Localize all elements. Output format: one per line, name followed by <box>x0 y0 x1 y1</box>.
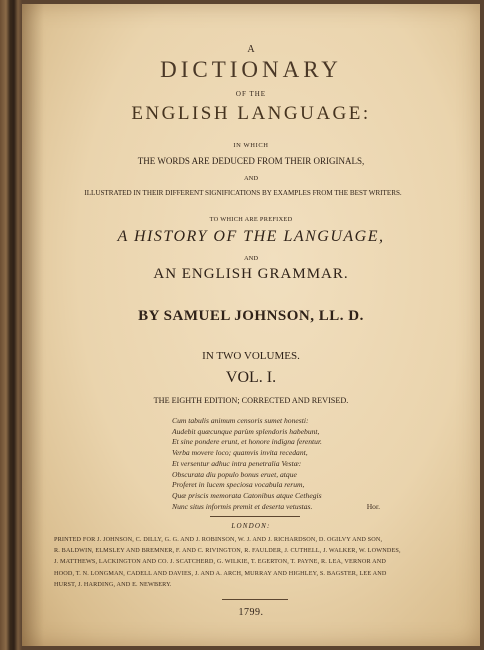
epigraph-line: Audebit quæcunque parùm splendoris habebunt, <box>172 426 320 436</box>
imprint-line: HURST, J. HARDING, AND E. NEWBERY. <box>54 580 172 588</box>
divider-rule <box>210 516 300 517</box>
title-dictionary: DICTIONARY <box>160 57 342 82</box>
line-of-the: OF THE <box>235 90 267 98</box>
epigraph-line: Nunc situs informis premit et deserta vetustas. <box>172 501 313 511</box>
line-volumes: IN TWO VOLUMES. <box>202 350 300 362</box>
line-and-1: AND <box>243 175 259 182</box>
imprint-line: R. BALDWIN, ELMSLEY AND BREMNER, F. AND C. RIVINGTON, R. FAULDER, J. CUTHELL, J. WALKER, W. LOWNDES, <box>54 547 401 555</box>
line-words-deduced: THE WORDS ARE DEDUCED FROM THEIR ORIGINALS, <box>137 156 365 166</box>
epigraph-line: Et versentur adhuc intra penetralia Vestæ: <box>172 458 302 468</box>
imprint-place: LONDON: <box>231 522 271 530</box>
line-edition: THE EIGHTH EDITION; CORRECTED AND REVISED. <box>153 396 349 405</box>
line-grammar: AN ENGLISH GRAMMAR. <box>153 266 349 282</box>
epigraph <box>172 416 380 512</box>
imprint-line: HOOD, T. N. LONGMAN, CADELL AND DAVIES, J. AND A. ARCH, MURRAY AND HIGHLEY, S. BAGSTER, LEE AND <box>54 569 387 577</box>
imprint-printers <box>54 534 464 590</box>
line-illustrated: ILLUSTRATED IN THEIR DIFFERENT SIGNIFICATIONS BY EXAMPLES FROM THE BEST WRITERS. <box>84 189 402 197</box>
line-author: BY SAMUEL JOHNSON, LL. D. <box>138 308 364 324</box>
imprint-line: J. MATTHEWS, LACKINGTON AND CO. J. SCATCHERD, G. WILKIE, T. EGERTON, T. PAYNE, R. LEA, VERNOR AND <box>54 558 386 566</box>
line-in-which: IN WHICH <box>233 142 269 149</box>
line-history: A HISTORY OF THE LANGUAGE, <box>117 228 385 245</box>
epigraph-line: Proferet in lucem speciosa vocabula rerum, <box>172 480 305 490</box>
line-vol: VOL. I. <box>225 369 277 386</box>
epigraph-line: Quæ priscis memorata Catonibus atque Cethegis <box>172 490 322 500</box>
line-a: A <box>247 44 255 55</box>
divider-rule-bottom <box>222 599 288 600</box>
line-prefixed: TO WHICH ARE PREFIXED <box>209 216 293 223</box>
epigraph-line: Obscurata diu populo bonus eruet, atque <box>172 469 297 479</box>
epigraph-line: Cum tabulis animum censoris sumet honesti: <box>172 416 309 425</box>
imprint-year: 1799. <box>238 607 264 618</box>
epigraph-line: Et sine pondere erunt, et honore indigna ferentur. <box>172 437 322 447</box>
line-and-2: AND <box>243 255 259 262</box>
title-page <box>22 4 480 646</box>
title-english-language: ENGLISH LANGUAGE: <box>131 103 371 124</box>
epigraph-line: Verba movere loco; quamvis invita recedant, <box>172 448 308 458</box>
imprint-line: PRINTED FOR J. JOHNSON, C. DILLY, G. G. AND J. ROBINSON, W. J. AND J. RICHARDSON, D. OGILVY AND SON, <box>54 536 383 543</box>
epigraph-attribution: Hor. <box>366 501 380 511</box>
